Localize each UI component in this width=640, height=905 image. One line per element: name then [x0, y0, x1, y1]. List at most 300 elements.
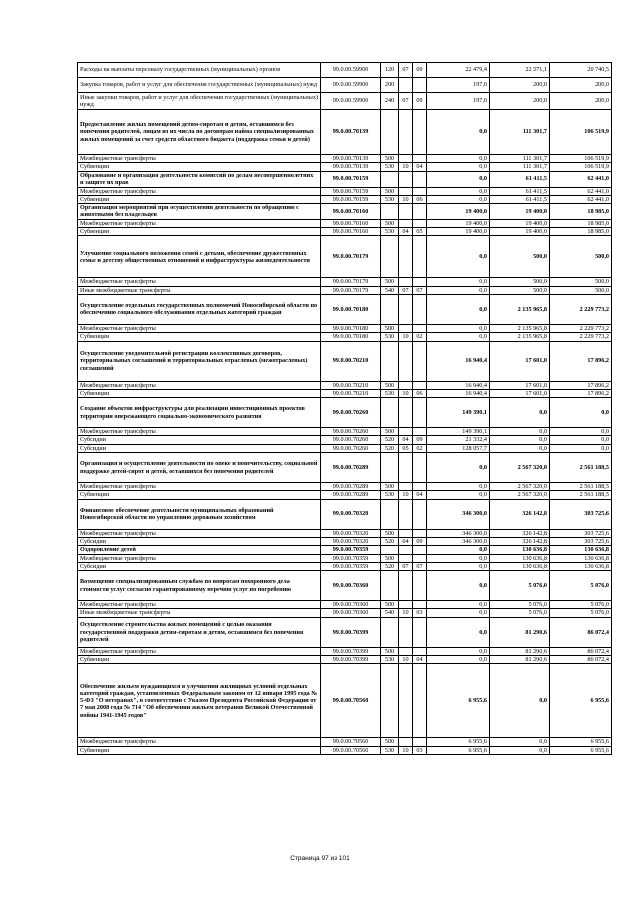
amount-year-1-cell: 6 955,6: [427, 664, 490, 738]
amount-year-1-cell: 16 940,4: [427, 381, 490, 389]
row-name-cell: Осуществление строительства жилых помещений с целью оказания государственной поддержки детям-сиротам и детям, оставшимся без попечения родителей: [78, 617, 321, 647]
row-name-cell: Осуществление отдельных государственных полномочий Новосибирской области по обеспечению социального обслуживания отдельных категорий граждан: [78, 294, 321, 324]
amount-year-2-cell: 19 400,0: [490, 228, 550, 236]
amount-year-2-cell: 500,0: [490, 278, 550, 286]
expense-type-cell: [381, 571, 399, 601]
target-code-cell: 99.0.00.70159: [321, 195, 381, 203]
section-cell: [399, 647, 413, 655]
amount-year-3-cell: 6 955,6: [550, 738, 612, 746]
amount-year-1-cell: 0,0: [427, 195, 490, 203]
row-name-cell: Субвенции: [78, 228, 321, 236]
expense-type-cell: 500: [381, 381, 399, 389]
row-name-cell: Межбюджетные трансферты: [78, 155, 321, 163]
amount-year-3-cell: 0,0: [550, 444, 612, 452]
table-row: [78, 428, 612, 436]
amount-year-2-cell: 0,0: [490, 436, 550, 444]
target-code-cell: 99.0.00.70289: [321, 491, 381, 499]
amount-year-1-cell: 0,0: [427, 601, 490, 609]
target-code-cell: 99.0.00.70289: [321, 453, 381, 483]
amount-year-1-cell: 0,0: [427, 163, 490, 171]
table-row-program: [78, 499, 612, 529]
amount-year-3-cell: 2 229 773,2: [550, 324, 612, 332]
section-cell: 10: [399, 333, 413, 341]
amount-year-2-cell: 326 142,8: [490, 529, 550, 537]
subsection-cell: 09: [413, 93, 427, 110]
section-cell: [399, 171, 413, 187]
section-cell: [399, 155, 413, 163]
section-cell: 10: [399, 746, 413, 754]
amount-year-2-cell: 500,0: [490, 286, 550, 294]
section-cell: [399, 187, 413, 195]
amount-year-1-cell: 197,0: [427, 93, 490, 110]
expense-type-cell: [381, 453, 399, 483]
amount-year-2-cell: 0,0: [490, 398, 550, 428]
table-row: [78, 333, 612, 341]
amount-year-1-cell: 346 300,0: [427, 529, 490, 537]
row-name-cell: Субвенции: [78, 333, 321, 341]
subsection-cell: [413, 499, 427, 529]
section-cell: [399, 601, 413, 609]
expense-type-cell: 240: [381, 93, 399, 110]
amount-year-2-cell: 22 571,1: [490, 63, 550, 78]
target-code-cell: 99.0.00.59900: [321, 78, 381, 93]
expense-type-cell: 530: [381, 195, 399, 203]
row-name-cell: Межбюджетные трансферты: [78, 324, 321, 332]
amount-year-1-cell: 21 332,4: [427, 436, 490, 444]
row-name-cell: Образование и организация деятельности комиссий по делам несовершеннолетних и защите их прав: [78, 171, 321, 187]
expense-type-cell: 500: [381, 219, 399, 227]
amount-year-1-cell: 346 300,0: [427, 537, 490, 545]
amount-year-3-cell: 5 076,0: [550, 609, 612, 617]
target-code-cell: 99.0.00.70359: [321, 554, 381, 562]
amount-year-2-cell: 0,0: [490, 428, 550, 436]
expense-type-cell: 520: [381, 444, 399, 452]
section-cell: [399, 428, 413, 436]
expense-type-cell: 520: [381, 537, 399, 545]
amount-year-2-cell: 61 411,5: [490, 187, 550, 195]
amount-year-1-cell: 0,0: [427, 647, 490, 655]
target-code-cell: 99.0.00.70360: [321, 609, 381, 617]
section-cell: [399, 236, 413, 278]
amount-year-1-cell: 6 955,6: [427, 738, 490, 746]
target-code-cell: 99.0.00.70210: [321, 389, 381, 397]
expense-type-cell: 530: [381, 656, 399, 664]
section-cell: 07: [399, 562, 413, 570]
row-name-cell: Межбюджетные трансферты: [78, 428, 321, 436]
row-name-cell: Субвенции: [78, 195, 321, 203]
budget-table-container: [77, 62, 611, 755]
target-code-cell: 99.0.00.70160: [321, 228, 381, 236]
subsection-cell: [413, 155, 427, 163]
subsection-cell: [413, 428, 427, 436]
amount-year-1-cell: 0,0: [427, 554, 490, 562]
expense-type-cell: [381, 294, 399, 324]
target-code-cell: 99.0.00.59900: [321, 93, 381, 110]
subsection-cell: [413, 341, 427, 381]
expense-type-cell: [381, 664, 399, 738]
subsection-cell: [413, 571, 427, 601]
subsection-cell: [413, 546, 427, 554]
expense-type-cell: 500: [381, 554, 399, 562]
table-row: [78, 562, 612, 570]
amount-year-1-cell: 149 390,1: [427, 398, 490, 428]
subsection-cell: [413, 381, 427, 389]
amount-year-2-cell: 81 290,6: [490, 656, 550, 664]
table-row-program: [78, 664, 612, 738]
subsection-cell: 03: [413, 609, 427, 617]
amount-year-2-cell: 61 411,5: [490, 195, 550, 203]
target-code-cell: 99.0.00.70210: [321, 381, 381, 389]
row-name-cell: Иные закупки товаров, работ и услуг для обеспечения государственных (муниципальных) нужд: [78, 93, 321, 110]
amount-year-1-cell: 0,0: [427, 286, 490, 294]
amount-year-1-cell: 0,0: [427, 236, 490, 278]
section-cell: [399, 738, 413, 746]
section-cell: [399, 617, 413, 647]
target-code-cell: 99.0.00.70179: [321, 286, 381, 294]
amount-year-2-cell: 326 142,8: [490, 537, 550, 545]
row-name-cell: Оздоровление детей: [78, 546, 321, 554]
amount-year-1-cell: 0,0: [427, 155, 490, 163]
expense-type-cell: 530: [381, 228, 399, 236]
row-name-cell: Создание объектов инфраструктуры для реализации инвестиционных проектов территории опережающего социально-экономического развития: [78, 398, 321, 428]
amount-year-1-cell: 0,0: [427, 571, 490, 601]
row-name-cell: Межбюджетные трансферты: [78, 647, 321, 655]
subsection-cell: 06: [413, 195, 427, 203]
amount-year-3-cell: 106 519,9: [550, 155, 612, 163]
table-row-program: [78, 110, 612, 155]
amount-year-2-cell: 200,0: [490, 93, 550, 110]
amount-year-3-cell: 106 519,9: [550, 110, 612, 155]
section-cell: [399, 554, 413, 562]
row-name-cell: Субвенции: [78, 389, 321, 397]
amount-year-1-cell: 0,0: [427, 278, 490, 286]
row-name-cell: Иные межбюджетные трансферты: [78, 286, 321, 294]
target-code-cell: 99.0.00.70180: [321, 294, 381, 324]
section-cell: [399, 546, 413, 554]
page-number: Страница 97 из 101: [290, 855, 350, 862]
row-name-cell: Возмещение специализированным службам по вопросам похоронного дела стоимости услуг согласно гарантированному перечню услуг по погребению: [78, 571, 321, 601]
row-name-cell: Межбюджетные трансферты: [78, 278, 321, 286]
target-code-cell: 99.0.00.70399: [321, 647, 381, 655]
table-body: [78, 63, 612, 755]
section-cell: 04: [399, 228, 413, 236]
amount-year-2-cell: 326 142,8: [490, 499, 550, 529]
section-cell: [399, 110, 413, 155]
section-cell: [399, 294, 413, 324]
target-code-cell: 99.0.00.70320: [321, 529, 381, 537]
subsection-cell: [413, 110, 427, 155]
amount-year-1-cell: 0,0: [427, 609, 490, 617]
target-code-cell: 99.0.00.70139: [321, 163, 381, 171]
table-row-program: [78, 171, 612, 187]
row-name-cell: Закупка товаров, работ и услуг для обеспечения государственных (муниципальных) нужд: [78, 78, 321, 93]
expense-type-cell: 500: [381, 601, 399, 609]
amount-year-3-cell: 18 985,0: [550, 204, 612, 220]
section-cell: [399, 529, 413, 537]
table-row: [78, 187, 612, 195]
amount-year-1-cell: 149 390,1: [427, 428, 490, 436]
subsection-cell: [413, 529, 427, 537]
row-name-cell: Субсидии: [78, 562, 321, 570]
amount-year-2-cell: 19 400,0: [490, 204, 550, 220]
expense-type-cell: [381, 499, 399, 529]
target-code-cell: 99.0.00.70160: [321, 219, 381, 227]
amount-year-3-cell: 0,0: [550, 398, 612, 428]
section-cell: [399, 204, 413, 220]
amount-year-3-cell: 62 441,0: [550, 195, 612, 203]
amount-year-2-cell: 130 636,8: [490, 562, 550, 570]
table-row: [78, 195, 612, 203]
amount-year-1-cell: 0,0: [427, 491, 490, 499]
target-code-cell: 99.0.00.70320: [321, 499, 381, 529]
section-cell: [399, 664, 413, 738]
row-name-cell: Субвенции: [78, 746, 321, 754]
subsection-cell: [413, 483, 427, 491]
amount-year-2-cell: 17 601,0: [490, 381, 550, 389]
amount-year-1-cell: 0,0: [427, 617, 490, 647]
subsection-cell: 04: [413, 163, 427, 171]
amount-year-3-cell: 0,0: [550, 428, 612, 436]
table-row-program: [78, 617, 612, 647]
expense-type-cell: 500: [381, 187, 399, 195]
row-name-cell: Улучшение социального положения семей с детьми, обеспечение дружественных семье и детству общественных отношений и инфраструктуры жизнедеятельности: [78, 236, 321, 278]
row-name-cell: Межбюджетные трансферты: [78, 601, 321, 609]
row-name-cell: Обеспечение жильем нуждающихся в улучшении жилищных условий отдельных категорий граждан, установленных Федеральным законом от 12 января 1995 года № 5-ФЗ "О ветеранах", в соответствии с Указом Президента Российской Федерации от 7 мая 2008 года № 714 "Об обеспечении жильем ветеранов Великой Отечественной войны 1941-1945 годов": [78, 664, 321, 738]
target-code-cell: 99.0.00.70139: [321, 155, 381, 163]
amount-year-3-cell: 106 519,9: [550, 163, 612, 171]
target-code-cell: 99.0.00.70260: [321, 444, 381, 452]
amount-year-1-cell: 128 057,7: [427, 444, 490, 452]
amount-year-3-cell: 2 561 188,5: [550, 491, 612, 499]
section-cell: [399, 219, 413, 227]
section-cell: [399, 483, 413, 491]
subsection-cell: 07: [413, 286, 427, 294]
section-cell: 10: [399, 389, 413, 397]
row-name-cell: Межбюджетные трансферты: [78, 187, 321, 195]
amount-year-3-cell: 130 636,8: [550, 554, 612, 562]
subsection-cell: [413, 236, 427, 278]
amount-year-2-cell: 61 411,5: [490, 171, 550, 187]
subsection-cell: 04: [413, 656, 427, 664]
row-name-cell: Межбюджетные трансферты: [78, 554, 321, 562]
amount-year-3-cell: 18 985,0: [550, 228, 612, 236]
section-cell: 10: [399, 609, 413, 617]
amount-year-3-cell: 86 072,4: [550, 647, 612, 655]
amount-year-2-cell: 5 076,0: [490, 601, 550, 609]
amount-year-2-cell: 19 400,0: [490, 219, 550, 227]
amount-year-2-cell: 200,0: [490, 78, 550, 93]
row-name-cell: Межбюджетные трансферты: [78, 219, 321, 227]
row-name-cell: Осуществление уведомительной регистрации коллективных договоров, территориальных соглашений и территориальных отраслевых (межотраслевых) соглашений: [78, 341, 321, 381]
amount-year-1-cell: 0,0: [427, 483, 490, 491]
expense-type-cell: 530: [381, 333, 399, 341]
subsection-cell: [413, 554, 427, 562]
table-row-program: [78, 453, 612, 483]
amount-year-2-cell: 2 135 965,8: [490, 324, 550, 332]
amount-year-3-cell: 20 740,5: [550, 63, 612, 78]
amount-year-3-cell: 62 441,0: [550, 187, 612, 195]
section-cell: [399, 499, 413, 529]
amount-year-2-cell: 0,0: [490, 746, 550, 754]
expense-type-cell: 120: [381, 63, 399, 78]
target-code-cell: 99.0.00.70180: [321, 333, 381, 341]
amount-year-3-cell: 500,0: [550, 236, 612, 278]
table-row: [78, 436, 612, 444]
target-code-cell: 99.0.00.59900: [321, 63, 381, 78]
subsection-cell: [413, 453, 427, 483]
amount-year-3-cell: 500,0: [550, 286, 612, 294]
amount-year-2-cell: 81 290,6: [490, 617, 550, 647]
section-cell: [399, 398, 413, 428]
target-code-cell: 99.0.00.70179: [321, 278, 381, 286]
amount-year-2-cell: 111 301,7: [490, 163, 550, 171]
target-code-cell: 99.0.00.70260: [321, 428, 381, 436]
row-name-cell: Организация мероприятий при осуществлении деятельности по обращению с животными без владельцев: [78, 204, 321, 220]
amount-year-3-cell: 2 561 188,5: [550, 453, 612, 483]
expense-type-cell: [381, 236, 399, 278]
table-row: [78, 491, 612, 499]
amount-year-2-cell: 2 567 320,0: [490, 453, 550, 483]
amount-year-2-cell: 130 636,8: [490, 554, 550, 562]
amount-year-1-cell: 19 400,0: [427, 228, 490, 236]
subsection-cell: 03: [413, 746, 427, 754]
table-row-program: [78, 236, 612, 278]
amount-year-3-cell: 500,0: [550, 278, 612, 286]
target-code-cell: 99.0.00.70210: [321, 341, 381, 381]
amount-year-2-cell: 2 135 965,8: [490, 294, 550, 324]
table-row: [78, 647, 612, 655]
target-code-cell: 99.0.00.70320: [321, 537, 381, 545]
table-row: [78, 746, 612, 754]
subsection-cell: [413, 664, 427, 738]
expense-type-cell: 500: [381, 738, 399, 746]
amount-year-1-cell: 346 300,0: [427, 499, 490, 529]
row-name-cell: Субсидии: [78, 444, 321, 452]
table-row: [78, 163, 612, 171]
row-name-cell: Межбюджетные трансферты: [78, 738, 321, 746]
table-row: [78, 529, 612, 537]
amount-year-3-cell: 86 072,4: [550, 617, 612, 647]
section-cell: 05: [399, 444, 413, 452]
subsection-cell: [413, 324, 427, 332]
amount-year-1-cell: 6 955,6: [427, 746, 490, 754]
section-cell: [399, 278, 413, 286]
subsection-cell: [413, 278, 427, 286]
table-row: [78, 78, 612, 93]
amount-year-3-cell: 130 636,8: [550, 546, 612, 554]
subsection-cell: [413, 219, 427, 227]
row-name-cell: Иные межбюджетные трансферты: [78, 609, 321, 617]
row-name-cell: Субвенции: [78, 491, 321, 499]
table-row: [78, 278, 612, 286]
table-row-program: [78, 398, 612, 428]
table-row: [78, 389, 612, 397]
amount-year-3-cell: 200,0: [550, 93, 612, 110]
subsection-cell: 09: [413, 63, 427, 78]
expense-type-cell: 500: [381, 428, 399, 436]
expense-type-cell: 500: [381, 647, 399, 655]
expense-type-cell: 530: [381, 389, 399, 397]
target-code-cell: 99.0.00.70360: [321, 571, 381, 601]
expense-type-cell: [381, 398, 399, 428]
row-name-cell: Межбюджетные трансферты: [78, 529, 321, 537]
amount-year-3-cell: 303 725,6: [550, 499, 612, 529]
amount-year-2-cell: 17 601,0: [490, 341, 550, 381]
section-cell: 10: [399, 491, 413, 499]
budget-table: [77, 62, 612, 755]
amount-year-2-cell: 2 135 965,8: [490, 333, 550, 341]
subsection-cell: 04: [413, 491, 427, 499]
table-row: [78, 537, 612, 545]
target-code-cell: 99.0.00.70260: [321, 436, 381, 444]
amount-year-2-cell: 0,0: [490, 738, 550, 746]
expense-type-cell: 500: [381, 324, 399, 332]
section-cell: [399, 341, 413, 381]
target-code-cell: 99.0.00.70399: [321, 617, 381, 647]
amount-year-1-cell: 0,0: [427, 656, 490, 664]
expense-type-cell: 500: [381, 155, 399, 163]
expense-type-cell: 200: [381, 78, 399, 93]
amount-year-3-cell: 130 636,8: [550, 562, 612, 570]
expense-type-cell: [381, 617, 399, 647]
amount-year-3-cell: 5 076,0: [550, 601, 612, 609]
target-code-cell: 99.0.00.70560: [321, 664, 381, 738]
amount-year-2-cell: 2 567 320,0: [490, 491, 550, 499]
target-code-cell: 99.0.00.70359: [321, 546, 381, 554]
table-row: [78, 63, 612, 78]
amount-year-2-cell: 2 567 320,0: [490, 483, 550, 491]
target-code-cell: 99.0.00.70399: [321, 656, 381, 664]
table-row: [78, 444, 612, 452]
subsection-cell: 09: [413, 436, 427, 444]
subsection-cell: 09: [413, 537, 427, 545]
subsection-cell: 02: [413, 333, 427, 341]
table-row-program: [78, 571, 612, 601]
subsection-cell: 02: [413, 444, 427, 452]
amount-year-1-cell: 0,0: [427, 333, 490, 341]
subsection-cell: [413, 601, 427, 609]
row-name-cell: Предоставление жилых помещений детям-сиротам и детям, оставшимся без попечения родителей, лицам из их числа по договорам найма специализированных жилых помещений за счет средств областного бюджета (поддержка семьи и детей): [78, 110, 321, 155]
expense-type-cell: 500: [381, 278, 399, 286]
amount-year-3-cell: 200,0: [550, 78, 612, 93]
amount-year-3-cell: 0,0: [550, 436, 612, 444]
section-cell: 04: [399, 537, 413, 545]
section-cell: 04: [399, 436, 413, 444]
amount-year-1-cell: 0,0: [427, 546, 490, 554]
expense-type-cell: 500: [381, 483, 399, 491]
expense-type-cell: [381, 171, 399, 187]
section-cell: [399, 381, 413, 389]
expense-type-cell: 530: [381, 746, 399, 754]
section-cell: [399, 453, 413, 483]
expense-type-cell: [381, 204, 399, 220]
section-cell: 10: [399, 163, 413, 171]
amount-year-3-cell: 62 441,0: [550, 171, 612, 187]
target-code-cell: 99.0.00.70180: [321, 324, 381, 332]
amount-year-1-cell: 22 479,4: [427, 63, 490, 78]
target-code-cell: 99.0.00.70289: [321, 483, 381, 491]
section-cell: 10: [399, 656, 413, 664]
amount-year-3-cell: 17 896,2: [550, 381, 612, 389]
target-code-cell: 99.0.00.70179: [321, 236, 381, 278]
section-cell: [399, 571, 413, 601]
amount-year-3-cell: 17 896,2: [550, 389, 612, 397]
subsection-cell: [413, 294, 427, 324]
amount-year-2-cell: 0,0: [490, 444, 550, 452]
table-row-program: [78, 546, 612, 554]
amount-year-3-cell: 5 076,0: [550, 571, 612, 601]
amount-year-1-cell: 0,0: [427, 187, 490, 195]
